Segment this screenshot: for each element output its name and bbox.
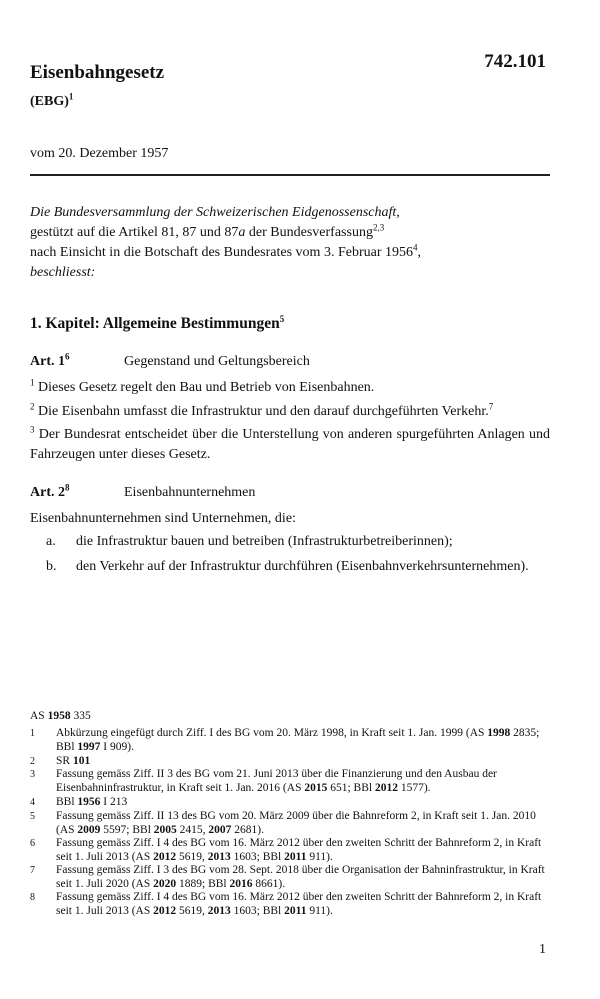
footnote [30,727,550,754]
fn-part: Fassung gemäss Ziff. I 4 des BG vom 16. März 2012 über den zweiten Schritt der Bahnreform 2, in Kraft seit 1. Juli 2013 (AS [56,891,542,917]
fn-year: 2013 [207,850,231,863]
fn-part: 1603; BBl [230,850,285,863]
law-title: Eisenbahngesetz [30,62,165,83]
footnote-text [56,810,550,837]
fn-year: 2013 [207,904,231,917]
preamble-line [30,223,570,243]
fn-part: I 213 [100,796,128,808]
chapter-heading [30,315,284,333]
fn-bold: 101 [72,755,91,767]
footnote-number: 8 [30,892,35,903]
fn-part: 5597; BBl [100,823,154,836]
article-number[interactable] [30,482,124,501]
paragraph-number: 2 [30,401,35,412]
fn-part: 1889; BBl [176,877,230,890]
footnote-text [56,727,550,754]
official-compilation-ref [30,710,91,724]
footnote-text [56,768,550,795]
fn-year: 2007 [208,823,232,836]
footnote [30,810,550,837]
fn-year: 2020 [153,877,177,890]
fn-part: Abkürzung eingefügt durch Ziff. I des BG vom 20. März 1998, in Kraft seit 1. Jan. 1999 (AS [56,727,488,739]
fn-part: 2681). [231,823,264,836]
article-title: Eisenbahnunternehmen [124,485,256,500]
article-paragraph [30,402,550,422]
footnote-ref[interactable]: 2,3 [372,222,385,233]
paragraph-text: Dieses Gesetz regelt den Bau und Betrieb von Eisenbahnen. [38,380,375,395]
fn-part: Fassung gemäss Ziff. I 3 des BG vom 28. Sept. 2018 über die Organisation der Bahninfrastruktur, in Kraft seit 1. Juli 2020 (AS [56,864,545,890]
fn-part: Fassung gemäss Ziff. II 13 des BG vom 20. März 2009 über die Bahnreform 2, in Kraft seit 1. Jan. 2010 (AS [56,810,536,836]
fn-part: 5619, [176,904,208,917]
paragraph-text: Der Bundesrat entscheidet über die Unterstellung von anderen spurgeführten Anlagen und Fahrzeugen unter dieses Gesetz. [30,427,551,462]
footnote-ref[interactable]: 5 [279,313,285,324]
fn-part: 5619, [176,850,208,863]
footnote [30,755,550,769]
preamble-text: , [417,245,421,260]
fn-part: 651; BBl [327,781,375,794]
as-year: 1958 [47,710,71,722]
list-text: den Verkehr auf der Infrastruktur durchführen (Eisenbahnverkehrsunternehmen). [76,559,529,574]
footnote-text [56,755,550,769]
fn-year: 2012 [374,781,398,794]
list-item [30,557,550,597]
preamble-line: beschliesst: [30,265,96,280]
footnote-ref[interactable]: 7 [488,401,494,412]
list-label: b. [46,559,57,574]
paragraph-number: 3 [30,424,35,435]
as-prefix: AS [30,710,48,722]
fn-part: 911). [306,904,333,917]
footnote [30,864,550,891]
article-number-text: Art. 2 [30,485,65,500]
fn-part: Fassung gemäss Ziff. II 3 des BG vom 21. Juni 2013 über die Finanzierung und den Ausbau der Eisenbahninfrastruktur, in Kraft seit 1. Jan. 2016 (AS [56,768,497,794]
footnote [30,891,550,918]
footnote [30,796,550,810]
fn-year: 2012 [153,850,177,863]
chapter-title: 1. Kapitel: Allgemeine Bestimmungen [30,315,280,332]
article-heading [30,482,256,501]
fn-part: 1603; BBl [230,904,285,917]
fn-part: 911). [306,850,333,863]
fn-year: 2005 [153,823,177,836]
fn-part: 2415, [176,823,209,836]
fn-part: I 909). [100,740,134,753]
list-item [30,532,550,552]
fn-part: BBl [56,796,78,808]
fn-year: 1997 [77,740,101,753]
fn-year: 2011 [284,904,307,917]
list-label: a. [46,534,56,549]
preamble-text: gestützt auf die Artikel 81, 87 und 87 [30,225,239,240]
article-heading [30,351,310,370]
fn-part: SR [56,755,73,767]
sr-number: 742.101 [484,51,546,72]
footnote-number: 5 [30,811,35,822]
footnote-text [56,864,550,891]
footnote-number: 4 [30,797,35,808]
fn-part: 1577). [397,781,431,794]
footnote-number: 1 [30,728,35,739]
footnote-ref[interactable]: 4 [412,242,418,253]
article-paragraph [30,378,550,398]
footnote-ref[interactable]: 6 [65,351,70,362]
header-divider [30,174,550,176]
preamble-line [30,243,570,263]
fn-part: 8661). [252,877,286,890]
preamble-line: Die Bundesversammlung der Schweizerischen Eidgenossenschaft, [30,205,400,220]
fn-year: 2015 [304,781,328,794]
fn-part: 2835; BBl [56,727,540,753]
footnote-number: 6 [30,838,35,849]
footnote [30,837,550,864]
page-number: 1 [539,942,546,957]
preamble-text: der Bundesverfassung [245,225,373,240]
preamble-italic: a [238,225,246,240]
paragraph-text: Die Eisenbahn umfasst die Infrastruktur und den darauf durchgeführten Verkehr. [38,404,489,419]
footnote-ref[interactable]: 8 [65,482,70,493]
fn-year: 1956 [77,796,101,808]
footnote-number: 7 [30,865,35,876]
preamble [30,203,570,283]
fn-year: 2009 [77,823,101,836]
law-abbreviation [30,91,74,110]
law-date: vom 20. Dezember 1957 [30,146,169,161]
footnote-text [56,796,550,810]
article-number-text: Art. 1 [30,354,65,369]
footnote-text [56,837,550,864]
as-page: 335 [70,710,91,722]
abbreviation-text: (EBG) [30,94,69,109]
fn-year: 2016 [229,877,253,890]
paragraph-number: 1 [30,377,35,388]
article-paragraph [30,425,550,465]
fn-year: 2011 [284,850,307,863]
footnote-text [56,891,550,918]
footnote [30,768,550,795]
fn-part: Fassung gemäss Ziff. I 4 des BG vom 16. März 2012 über den zweiten Schritt der Bahnreform 2, in Kraft seit 1. Juli 2013 (AS [56,837,542,863]
fn-year: 2012 [153,904,177,917]
article-intro: Eisenbahnunternehmen sind Unternehmen, die: [30,511,296,526]
list-text: die Infrastruktur bauen und betreiben (Infrastrukturbetreiberinnen); [76,534,453,549]
article-title: Gegenstand und Geltungsbereich [124,354,310,369]
footnote-ref[interactable]: 1 [68,91,74,102]
footnote-number: 3 [30,769,35,780]
article-number[interactable] [30,351,124,370]
fn-year: 1998 [487,727,511,739]
preamble-text: nach Einsicht in die Botschaft des Bundesrates vom 3. Februar 1956 [30,245,413,260]
footnote-number: 2 [30,756,35,767]
